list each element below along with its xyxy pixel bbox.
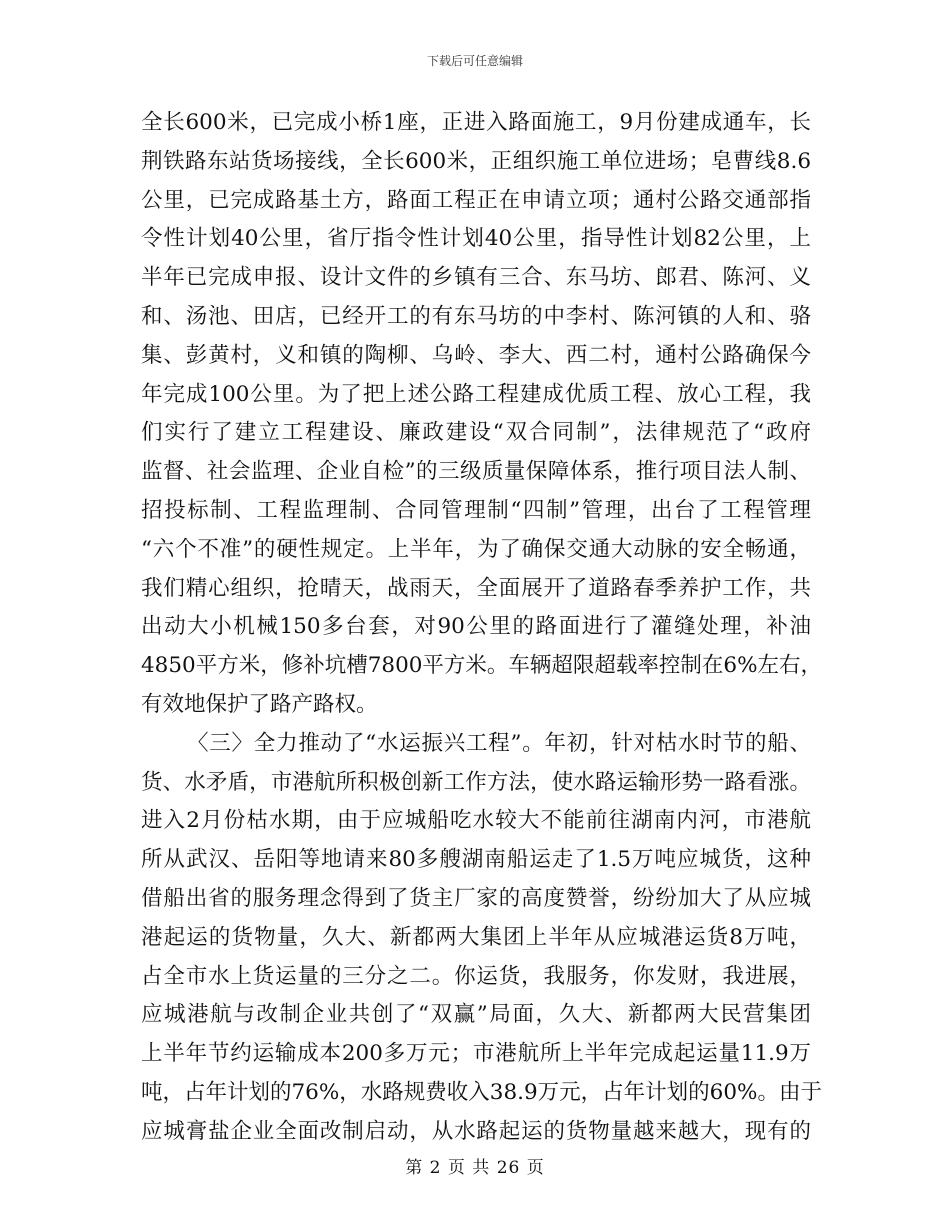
body-line: 监督、社会监理、企业自检”的三级质量保障体系，推行项目法人制、 — [141, 459, 811, 485]
document-body — [141, 104, 823, 1152]
body-line: 借船出省的服务理念得到了货主厂家的高度赞誉，纷纷加大了从应城 — [141, 885, 811, 911]
body-line: 我们精心组织，抢晴天，战雨天，全面展开了道路春季养护工作，共 — [141, 575, 811, 601]
body-line: 进入2月份枯水期，由于应城船吃水较大不能前往湖南内河，市港航 — [141, 808, 811, 834]
body-line: 港起运的货物量，久大、新都两大集团上半年从应城港运货8万吨， — [141, 924, 811, 950]
body-line: 有效地保护了路产路权。 — [141, 691, 378, 717]
body-line: 荆铁路东站货场接线，全长600米，正组织施工单位进场；皂曹线8.6 — [141, 148, 811, 174]
body-line: 出动大小机械150多台套，对90公里的路面进行了灌缝处理，补油 — [141, 614, 811, 640]
page-number-footer: 第 2 页 共 26 页 — [405, 1158, 545, 1178]
body-line: “六个不准”的硬性规定。上半年，为了确保交通大动脉的安全畅通， — [141, 536, 811, 562]
body-line: 招投标制、工程监理制、合同管理制“四制”管理，出台了工程管理 — [141, 497, 811, 523]
body-line: 货、水矛盾，市港航所积极创新工作方法，使水路运输形势一路看涨。 — [141, 769, 811, 795]
body-line: 们实行了建立工程建设、廉政建设“双合同制”，法律规范了“政府 — [141, 420, 811, 446]
body-line: 公里，已完成路基土方，路面工程正在申请立项；通村公路交通部指 — [141, 187, 811, 213]
page-header: 下载后可任意编辑 — [426, 54, 523, 68]
body-line: 〈三〉全力推动了“水运振兴工程”。年初，针对枯水时节的船、 — [187, 730, 811, 756]
body-line: 年完成100公里。为了把上述公路工程建成优质工程、放心工程，我 — [141, 381, 811, 407]
body-line: 吨，占年计划的76%，水路规费收入38.9万元，占年计划的60%。由于 — [141, 1079, 822, 1105]
body-line: 应城港航与改制企业共创了“双赢”局面，久大、新都两大民营集团 — [141, 1002, 811, 1028]
body-line: 所从武汉、岳阳等地请来80多艘湖南船运走了1.5万吨应城货，这种 — [141, 847, 811, 873]
body-line: 全长600米，已完成小桥1座，正进入路面施工，9月份建成通车，长 — [141, 110, 811, 135]
body-line: 和、汤池、田店，已经开工的有东马坊的中李村、陈河镇的人和、骆 — [141, 303, 811, 329]
body-line: 4850平方米，修补坑槽7800平方米。车辆超限超载率控制在6%左右， — [141, 653, 823, 679]
body-line: 应城膏盐企业全面改制启动，从水路起运的货物量越来越大，现有的 — [141, 1118, 811, 1144]
body-line: 占全市水上货运量的三分之二。你运货，我服务，你发财，我进展， — [141, 963, 811, 989]
body-line: 上半年节约运输成本200多万元；市港航所上半年完成起运量11.9万 — [141, 1041, 811, 1067]
body-line: 集、彭黄村，义和镇的陶柳、乌岭、李大、西二村，通村公路确保今 — [141, 342, 811, 368]
body-line: 令性计划40公里，省厅指令性计划40公里，指导性计划82公里，上 — [141, 226, 811, 252]
body-line: 半年已完成申报、设计文件的乡镇有三合、东马坊、郎君、陈河、义 — [141, 265, 811, 291]
